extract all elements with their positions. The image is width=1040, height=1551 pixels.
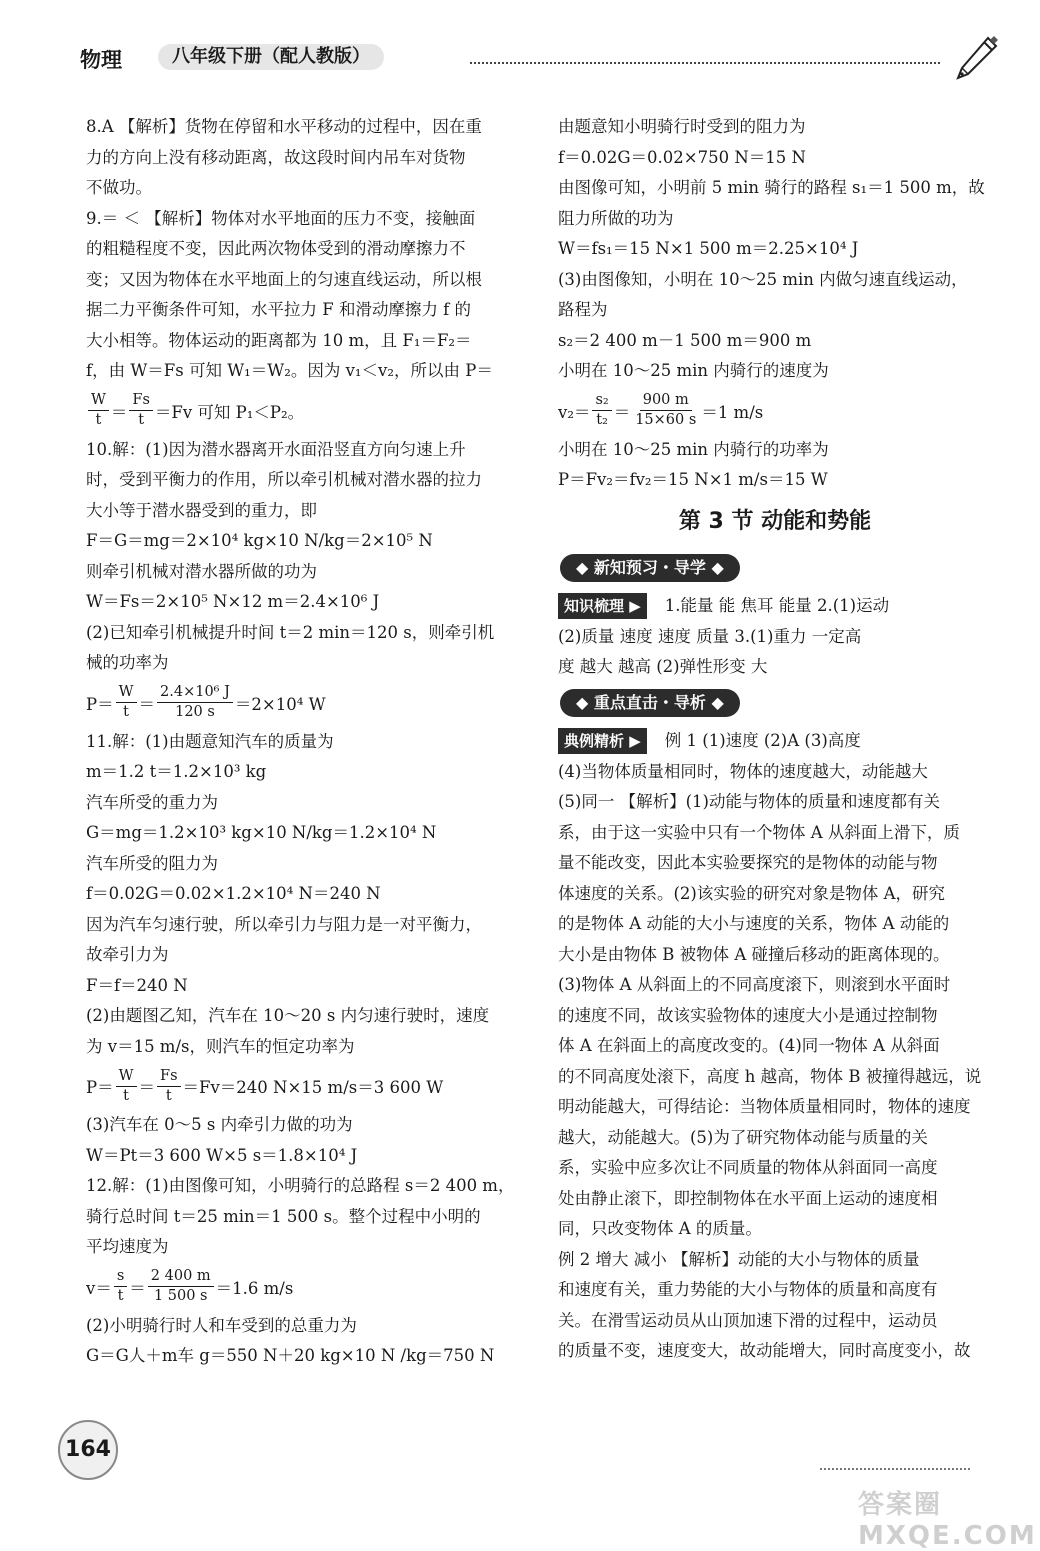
text-line: 12.解：(1)由图像可知，小明骑行的总路程 s＝2 400 m， — [86, 1176, 515, 1195]
pen-nib-icon — [948, 34, 1000, 84]
text-line: 由图像可知，小明前 5 min 骑行的路程 s₁＝1 500 m，故 — [558, 178, 985, 197]
text-line: 处由静止滚下，即控制物体在水平面上运动的速度相 — [558, 1188, 938, 1208]
text-line: 关。在滑雪运动员从山顶加速下滑的过程中，运动员 — [558, 1310, 938, 1330]
text-line: 汽车所受的重力为 — [86, 792, 218, 812]
text-line: 大小是由物体 B 被物体 A 碰撞后移动的距离体现的。 — [558, 944, 950, 964]
text-line: f＝0.02G＝0.02×1.2×10⁴ N＝240 N — [86, 884, 381, 903]
text-line: 的速度不同，故该实验物体的速度大小是通过控制物 — [558, 1005, 938, 1025]
header-book-title: 八年级下册（配人教版） — [158, 44, 384, 70]
page-number-badge — [52, 1418, 122, 1480]
text-line: 骑行总时间 t＝25 min＝1 500 s。整个过程中小明的 — [86, 1206, 481, 1226]
footer-dotted-line — [820, 1468, 970, 1470]
text-line: 同，只改变物体 A 的质量。 — [558, 1219, 762, 1238]
text-line: (2)小明骑行时人和车受到的总重力为 — [86, 1315, 357, 1335]
fraction: $\frac{900 m}{15\times 60 s}$ — [635, 392, 697, 428]
text-line: 的粗糙程度不变，因此两次物体受到的滑动摩擦力不 — [86, 239, 466, 258]
watermark: 答案圈 MXQE.COM — [858, 1490, 1037, 1551]
text-line: 由题意知小明骑行时受到的阻力为 — [558, 117, 806, 136]
formula-line: v₂＝ $\frac{\text{s₂}}{\text{t₂}}$ ＝ $\frac{900 m}{15\times 60 s}$ ＝1 m/s — [558, 392, 764, 428]
text-line: 大小相等。物体运动的距离都为 10 m，且 F₁＝F₂＝ — [86, 330, 472, 350]
text-line: 小明在 10～25 min 内骑行的速度为 — [558, 361, 829, 380]
formula-line: P＝ $\frac{W}{t}$ ＝ $\frac{\text{2.4×10⁶ J}}{120 s}$ ＝2×10⁴ W — [86, 684, 326, 720]
section-title: 第 3 节 动能和势能 — [678, 508, 872, 534]
text-line: 典例精析 ▶ 例 1 (1)速度 (2)A (3)高度 — [558, 725, 992, 757]
header-subject: 物理 — [80, 48, 122, 72]
fraction: $\frac{W}{t}$ — [116, 683, 137, 722]
text-line: 和速度有关，重力势能的大小与物体的质量和高度有 — [558, 1280, 938, 1299]
text-line: F＝f＝240 N — [86, 975, 188, 995]
text-line: 汽车所受的阻力为 — [86, 853, 218, 873]
page-header — [80, 40, 1000, 80]
text-line: 体速度的关系。(2)该实验的研究对象是物体 A，研究 — [558, 883, 946, 903]
text-line: 不做功。 — [86, 178, 152, 197]
text-line: f＝0.02G＝0.02×750 N＝15 N — [558, 147, 806, 167]
text-line: s₂＝2 400 m－1 500 m＝900 m — [558, 330, 812, 350]
text-line: (4)当物体质量相同时，物体的速度越大，动能越大 — [558, 761, 928, 781]
text-line: (3)汽车在 0～5 s 内牵引力做的功为 — [86, 1115, 353, 1134]
fraction: $\frac{Fs}{t}$ — [157, 1067, 181, 1106]
text-line: 路程为 — [558, 300, 608, 319]
fraction: $\frac{2 400 m}{1 500 s}$ — [148, 1267, 214, 1306]
text-line: 为 v＝15 m/s，则汽车的恒定功率为 — [86, 1036, 355, 1056]
text-line: W＝Pt＝3 600 W×5 s＝1.8×10⁴ J — [86, 1145, 358, 1165]
text-line: (2)已知牵引机械提升时间 t＝2 min＝120 s，则牵引机 — [86, 622, 495, 642]
text-line: 9.＝ ＜ 【解析】物体对水平地面的压力不变，接触面 — [86, 208, 476, 228]
text-line: 则牵引机械对潜水器所做的功为 — [86, 561, 317, 581]
text-line: 时，受到平衡力的作用，所以牵引机械对潜水器的拉力 — [86, 470, 482, 489]
formula-line: $\frac{W}{t}$ ＝ $\frac{Fs}{t}$ ＝Fv 可知 P₁＜P₂。 — [86, 387, 526, 435]
text-line: 系，实验中应多次让不同质量的物体从斜面同一高度 — [558, 1158, 938, 1177]
text-line: W＝fs₁＝15 N×1 500 m＝2.25×10⁴ J — [558, 239, 859, 258]
text-line: 的不同高度处滚下，高度 h 越高，物体 B 被撞得越远，说 — [558, 1066, 982, 1086]
text-line: (3)由图像知，小明在 10～25 min 内做匀速直线运动， — [558, 269, 968, 289]
text-line: 例 2 增大 减小 【解析】动能的大小与物体的质量 — [558, 1249, 920, 1269]
text-line: G＝mg＝1.2×10³ kg×10 N/kg＝1.2×10⁴ N — [86, 823, 437, 842]
left-column — [86, 112, 526, 1372]
text-line: 变；又因为物体在水平地面上的匀速直线运动，所以根 — [86, 269, 482, 289]
text-line: 10.解：(1)因为潜水器离开水面沿竖直方向匀速上升 — [86, 439, 466, 459]
fraction: $\frac{\text{s₂}}{\text{t₂}}$ — [592, 391, 611, 430]
text-line: (5)同一 【解析】(1)动能与物体的质量和速度都有关 — [558, 792, 940, 811]
fraction: $\frac{s}{t}$ — [114, 1267, 127, 1306]
text-line: 小明在 10～25 min 内骑行的功率为 — [558, 439, 829, 459]
fraction: $\frac{Fs}{t}$ — [129, 391, 153, 430]
text-line: P＝Fv₂＝fv₂＝15 N×1 m/s＝15 W — [558, 470, 828, 489]
text-line: 量不能改变，因此本实验要探究的是物体的动能与物 — [558, 853, 938, 872]
text-line: 的质量不变，速度变大，故动能增大，同时高度变小，故 — [558, 1341, 971, 1360]
tag-knowledge-summary: 知识梳理 ▶ — [558, 593, 647, 619]
text-line: (2)由题图乙知，汽车在 10～20 s 内匀速行驶时，速度 — [86, 1006, 490, 1025]
text-line: 体 A 在斜面上的高度改变的。(4)同一物体 A 从斜面 — [558, 1036, 940, 1055]
section-banner-preview: ◆ 新知预习・导学 ◆ — [560, 554, 740, 582]
text-line: 11.解：(1)由题意知汽车的质量为 — [86, 731, 334, 751]
text-line: 据二力平衡条件可知，水平拉力 F 和滑动摩擦力 f 的 — [86, 300, 472, 319]
text-line: 力的方向上没有移动距离，故这段时间内吊车对货物 — [86, 147, 466, 167]
text-line: m＝1.2 t＝1.2×10³ kg — [86, 762, 267, 781]
fraction: $\frac{W}{t}$ — [88, 391, 109, 430]
text-line: 大小等于潜水器受到的重力，即 — [86, 500, 317, 520]
text-line: (3)物体 A 从斜面上的不同高度滚下，则滚到水平面时 — [558, 975, 951, 994]
text-line: 度 越大 越高 (2)弹性形变 大 — [558, 657, 768, 676]
text-line: 平均速度为 — [86, 1237, 169, 1256]
text-line: 的是物体 A 动能的大小与速度的关系，物体 A 动能的 — [558, 914, 950, 933]
formula-line: v＝ $\frac{s}{t}$ ＝ $\frac{2 400 m}{1 500 s}$ ＝1.6 m/s — [86, 1268, 294, 1304]
fraction: $\frac{\text{2.4×10⁶ J}}{120 s}$ — [157, 683, 233, 722]
text-line: (2)质量 速度 速度 质量 3.(1)重力 一定高 — [558, 626, 862, 646]
text-line: F＝G＝mg＝2×10⁴ kg×10 N/kg＝2×10⁵ N — [86, 531, 433, 550]
fraction: $\frac{W}{t}$ — [116, 1067, 137, 1106]
tag-example-analysis: 典例精析 ▶ — [558, 728, 647, 754]
page-number: 164 — [65, 1437, 111, 1462]
header-dotted-line — [470, 62, 940, 64]
text-line: 因为汽车匀速行驶，所以牵引力与阻力是一对平衡力， — [86, 914, 482, 934]
text-line: 系，由于这一实验中只有一个物体 A 从斜面上滑下，质 — [558, 822, 960, 842]
formula-line: P＝ $\frac{W}{t}$ ＝ $\frac{Fs}{t}$ ＝Fv＝240 N×15 m/s＝3 600 W — [86, 1067, 444, 1104]
text-line: f，由 W＝Fs 可知 W₁＝W₂。因为 v₁＜v₂，所以由 P＝ — [86, 361, 493, 380]
text-line: 越大，动能越大。(5)为了研究物体动能与质量的关 — [558, 1127, 928, 1147]
right-column — [558, 112, 992, 1367]
text-line: 故牵引力为 — [86, 945, 169, 964]
section-banner-key-points: ◆ 重点直击・导析 ◆ — [560, 689, 740, 717]
text-line: 知识梳理 ▶ 1.能量 能 焦耳 能量 2.(1)运动 — [558, 590, 992, 622]
text-line: 械的功率为 — [86, 653, 169, 672]
text-line: W＝Fs＝2×10⁵ N×12 m＝2.4×10⁶ J — [86, 592, 380, 611]
text-line: 明动能越大，可得结论：当物体质量相同时，物体的速度 — [558, 1097, 971, 1116]
text-line: 阻力所做的功为 — [558, 208, 674, 228]
text-line: 8.A 【解析】货物在停留和水平移动的过程中，因在重 — [86, 117, 482, 136]
text-line: G＝G人＋m车 g＝550 N＋20 kg×10 N /kg＝750 N — [86, 1346, 495, 1365]
